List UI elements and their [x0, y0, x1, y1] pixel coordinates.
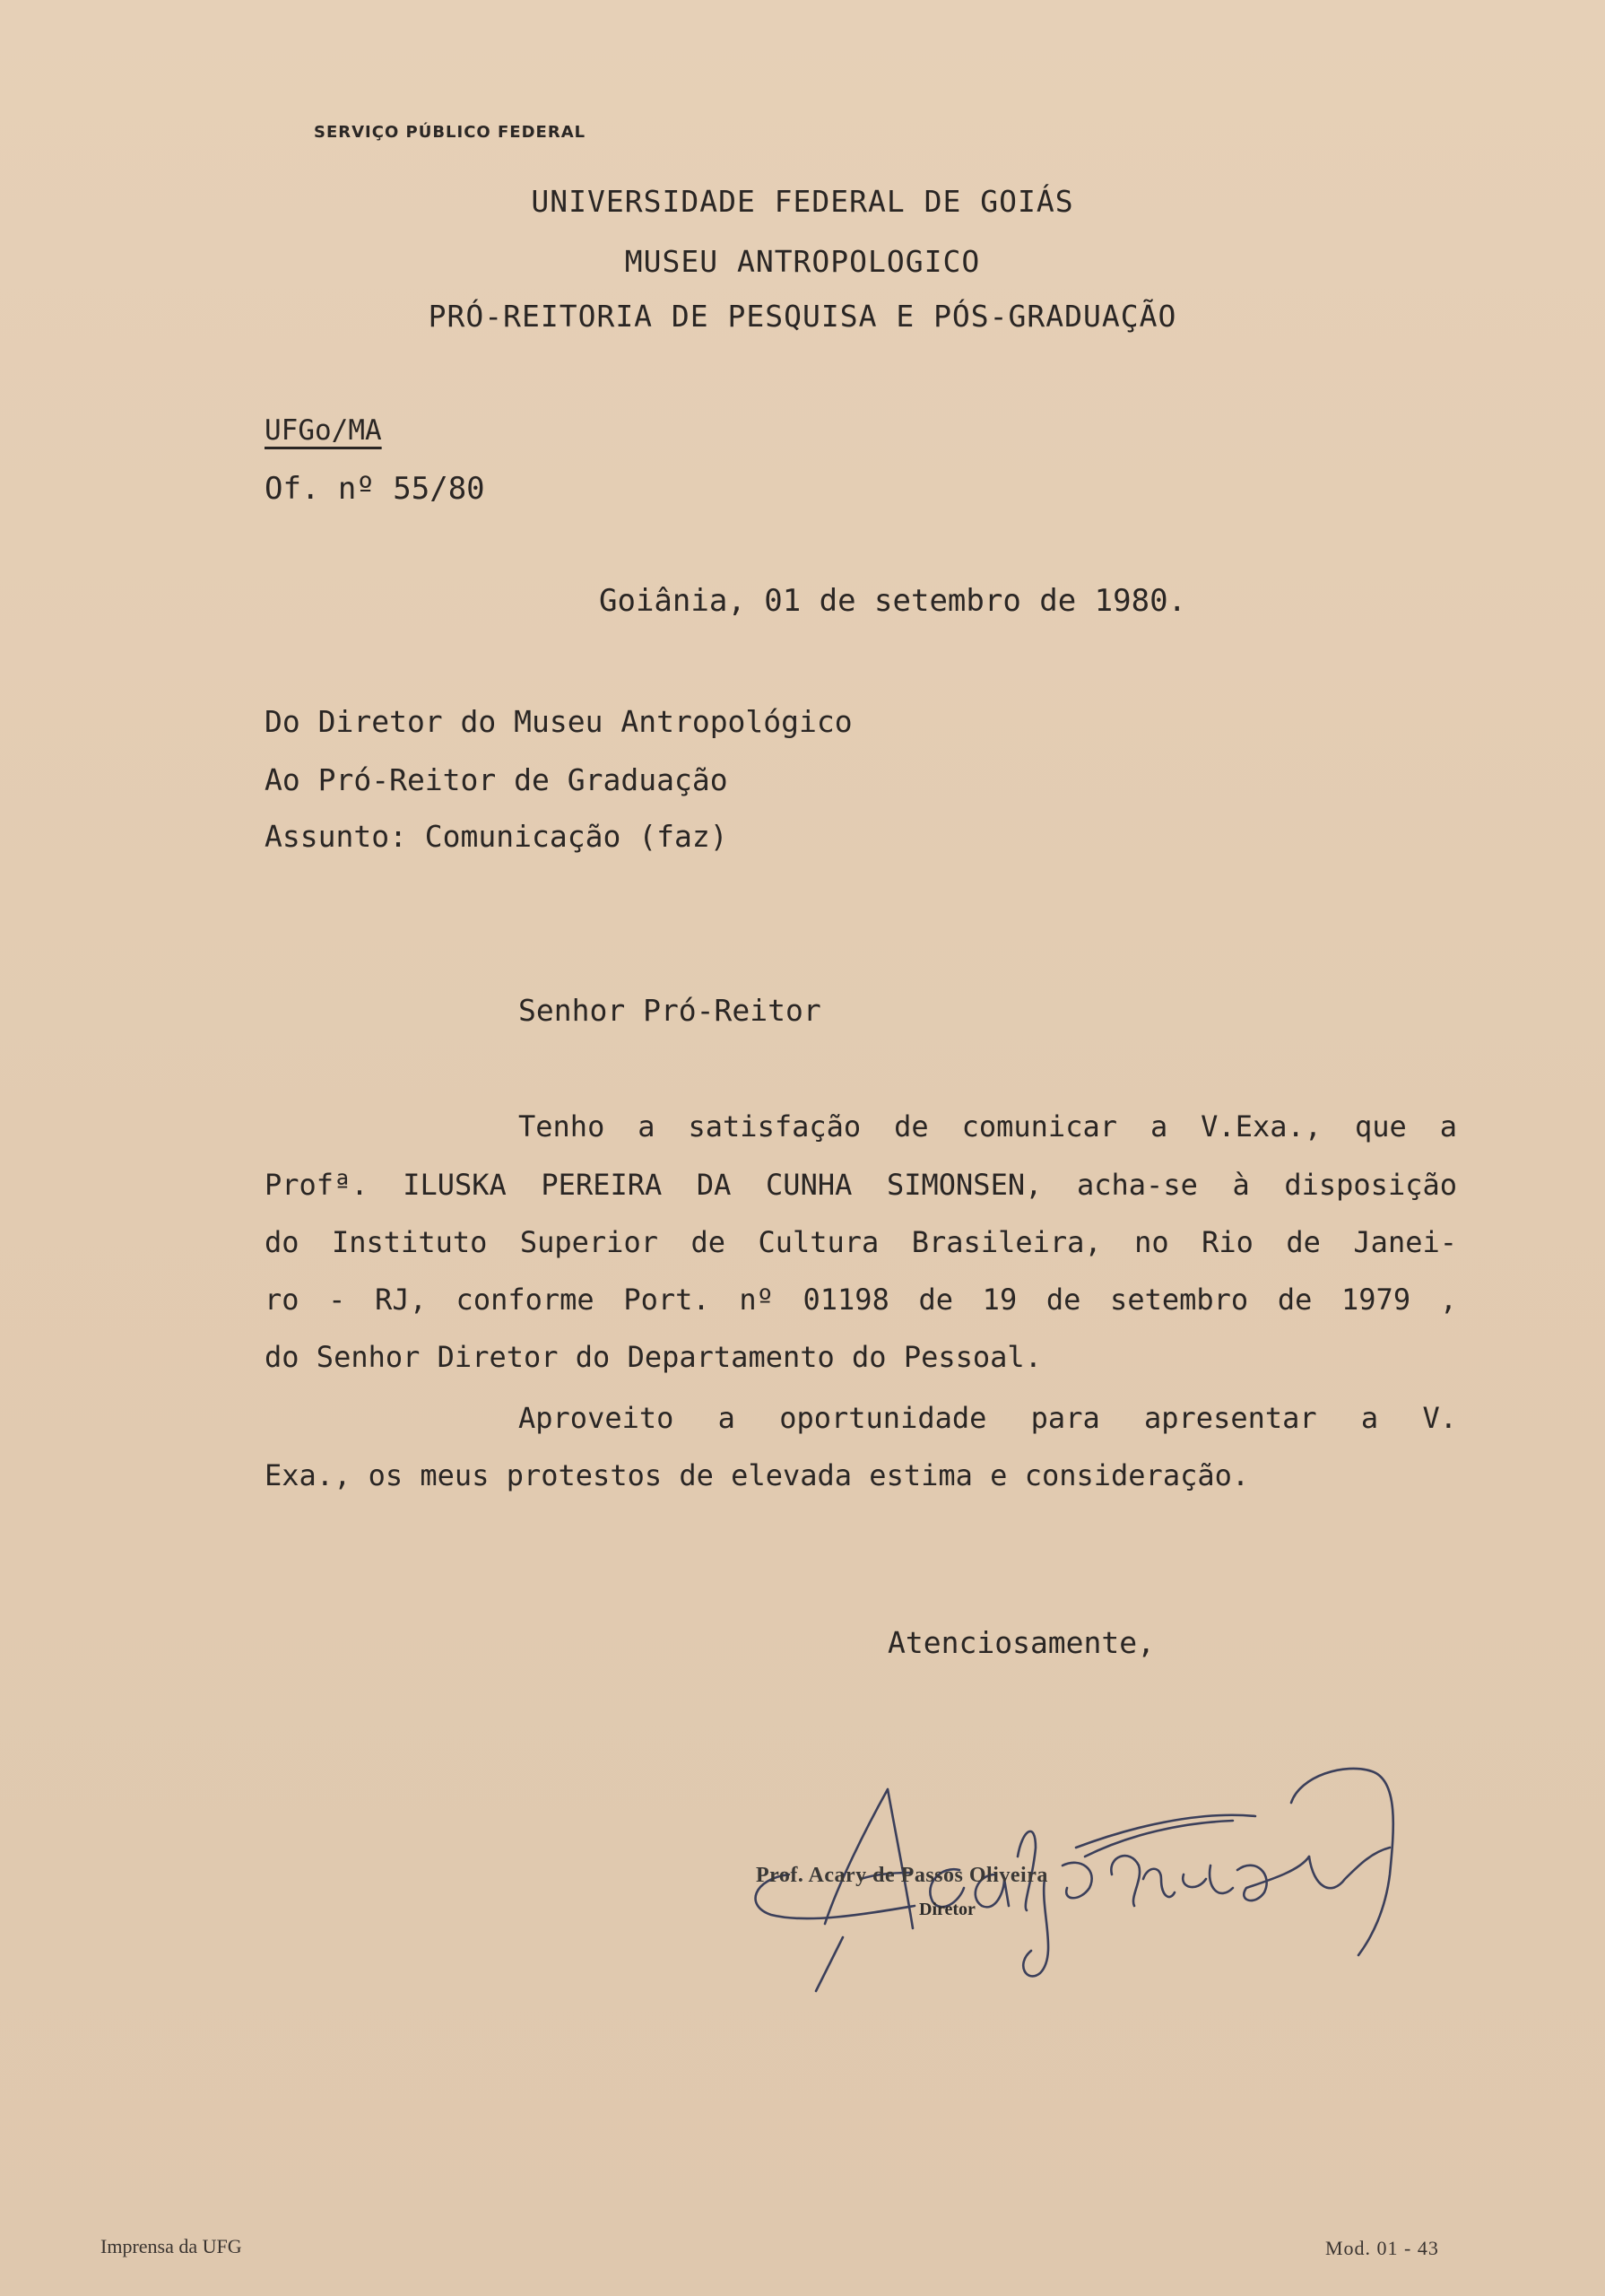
body-line: Exa., os meus protestos de elevada estima e consideração. [265, 1458, 1250, 1492]
sender-line: Do Diretor do Museu Antropológico [265, 704, 853, 739]
signature-stamp-name: Prof. Acary de Passos Oliveira [756, 1864, 1048, 1887]
salutation: Senhor Pró-Reitor [518, 993, 821, 1028]
form-model-number: Mod. 01 - 43 [1325, 2237, 1439, 2259]
office-name: PRÓ-REITORIA DE PESQUISA E PÓS-GRADUAÇÃO [428, 299, 1177, 334]
subject-line: Assunto: Comunicação (faz) [265, 819, 728, 854]
service-header: SERVIÇO PÚBLICO FEDERAL [314, 123, 586, 142]
body-line: do Senhor Diretor do Departamento do Pessoal. [265, 1340, 1042, 1374]
university-name: UNIVERSIDADE FEDERAL DE GOIÁS [531, 184, 1074, 219]
signature-stamp-role: Diretor [919, 1900, 976, 1919]
body-line: do Instituto Superior de Cultura Brasileira, no Rio de Janei- [265, 1225, 1457, 1259]
body-line: Profª. ILUSKA PEREIRA DA CUNHA SIMONSEN, acha-se à disposição [265, 1168, 1457, 1202]
closing: Atenciosamente, [888, 1625, 1156, 1660]
body-line: ro - RJ, conforme Port. nº 01198 de 19 de setembro de 1979 , [265, 1283, 1457, 1317]
date-line: Goiânia, 01 de setembro de 1980. [599, 583, 1187, 619]
museum-name: MUSEU ANTROPOLOGICO [624, 244, 981, 279]
handwritten-signature [681, 1722, 1435, 2000]
official-letter-number: Of. nº 55/80 [265, 471, 485, 507]
reference-code: UFGo/MA [265, 414, 382, 447]
body-line: Aproveito a oportunidade para apresentar a V. [518, 1401, 1457, 1435]
body-line: Tenho a satisfação de comunicar a V.Exa., que a [518, 1109, 1457, 1144]
recipient-line: Ao Pró-Reitor de Graduação [265, 762, 728, 797]
printer-credit: Imprensa da UFG [100, 2235, 242, 2257]
